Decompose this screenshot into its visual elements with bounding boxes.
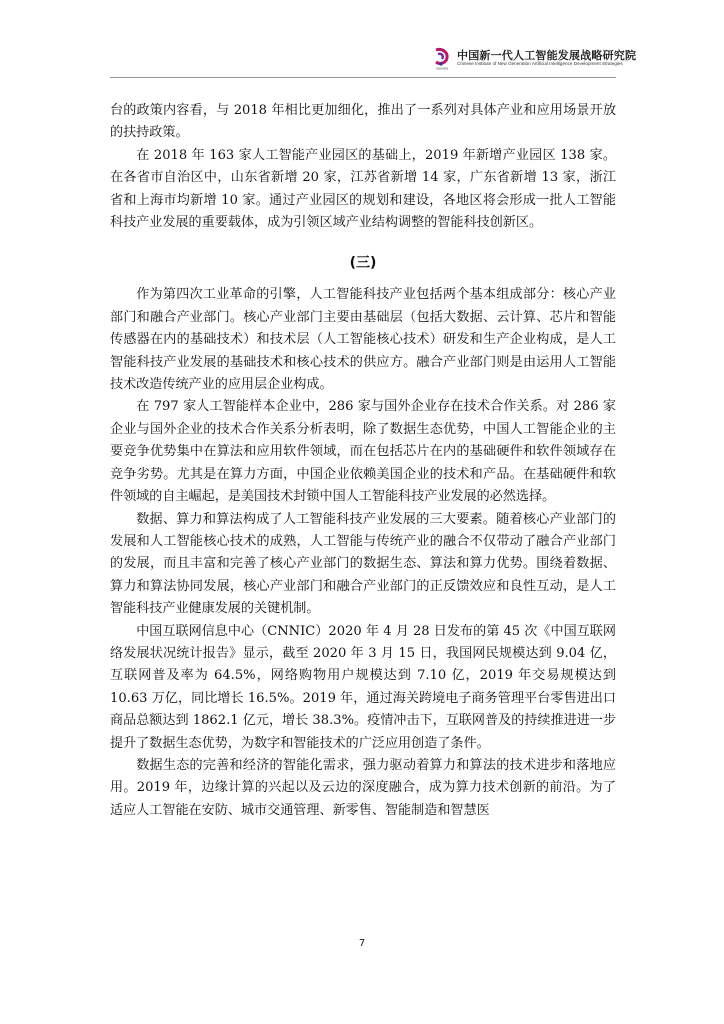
paragraph-foreign-cooperation: 在 797 家人工智能样本企业中，286 家与国外企业存在技术合作关系。对 286 家企业与国外企业的技术合作关系分析表明，除了数据生态优势，中国人工智能企业的主要竞争优势集中在算法和应用软件领域，而在包括芯片在内的基础硬件和软件领域存在竞争劣势。尤其是在算力方面，中国企业依赖美国企业的技术和产品。在基础硬件和软件领域的自主崛起，是美国技术封锁中国人工智能科技产业发展的必然选择。 [110, 399, 616, 505]
institute-logo-icon [430, 46, 454, 70]
header-divider [110, 77, 616, 78]
paragraph-three-elements: 数据、算力和算法构成了人工智能科技产业发展的三大要素。随着核心产业部门的发展和人工智能核心技术的成熟，人工智能与传统产业的融合不仅带动了融合产业部门的发展，而且丰富和完善了核心产业部门的数据生态、算法和算力优势。围绕着数据、算力和算法协同发展，核心产业部门和融合产业部门的正反馈效应和良性互动，是人工智能科技产业健康发展的关键机制。 [110, 511, 616, 617]
org-name-cn: 中国新一代人工智能发展战略研究院 [457, 49, 637, 62]
page-body [110, 100, 616, 822]
paragraph-computing-power: 数据生态的完善和经济的智能化需求，强力驱动着算力和算法的技术进步和落地应用。2019 年，边缘计算的兴起以及云边的深度融合，成为算力技术创新的前沿。为了适应人工智能在安防、城市交通管理、新零售、智能制造和智慧医 [110, 757, 616, 818]
page-header [430, 46, 637, 72]
section-heading: (三) [349, 255, 377, 272]
paragraph-industrial-parks: 在 2018 年 163 家人工智能产业园区的基础上，2019 年新增产业园区 138 家。在各省市自治区中，山东省新增 20 家，江苏省新增 14 家，广东省新增 13 家，浙江省和上海市均新增 10 家。通过产业园区的规划和建设，各地区将会形成一批人工智能科技产业发展的重要载体，成为引领区域产业结构调整的智能科技创新区。 [110, 147, 616, 231]
paragraph-cnnic-report: 中国互联网信息中心（CNNIC）2020 年 4 月 28 日发布的第 45 次《中国互联网络发展状况统计报告》显示，截至 2020 年 3 月 15 日，我国网民规模达到 9.04 亿，互联网普及率为 64.5%，网络购物用户规模达到 7.10 亿，2019 年交易规模达到 10.63 万亿，同比增长 16.5%。2019 年，通过海关跨境电子商务管理平台零售进出口商品总额达到 1862.1 亿元，增长 38.3%。疫情冲击下，互联网普及的持续推进进一步提升了数据生态优势，为数字和智能技术的广泛应用创造了条件。 [110, 623, 616, 751]
logo-text: CINGAIDS [435, 67, 449, 70]
org-name-en: Chinese Institute of New Generation Artificial Intelligence Development Strategies [457, 61, 623, 66]
page-number: 7 [358, 938, 366, 949]
paragraph-continued: 台的政策内容看，与 2018 年相比更加细化，推出了一系列对具体产业和应用场景开放的扶持政策。 [110, 103, 616, 141]
paragraph-industry-structure: 作为第四次工业革命的引擎，人工智能科技产业包括两个基本组成部分：核心产业部门和融合产业部门。核心产业部门主要由基础层（包括大数据、云计算、芯片和智能传感器在内的基础技术）和技术层（人工智能核心技术）研发和生产企业构成，是人工智能科技产业发展的基础技术和核心技术的供应方。融合产业部门则是由运用人工智能技术改造传统产业的应用层企业构成。 [110, 287, 616, 393]
